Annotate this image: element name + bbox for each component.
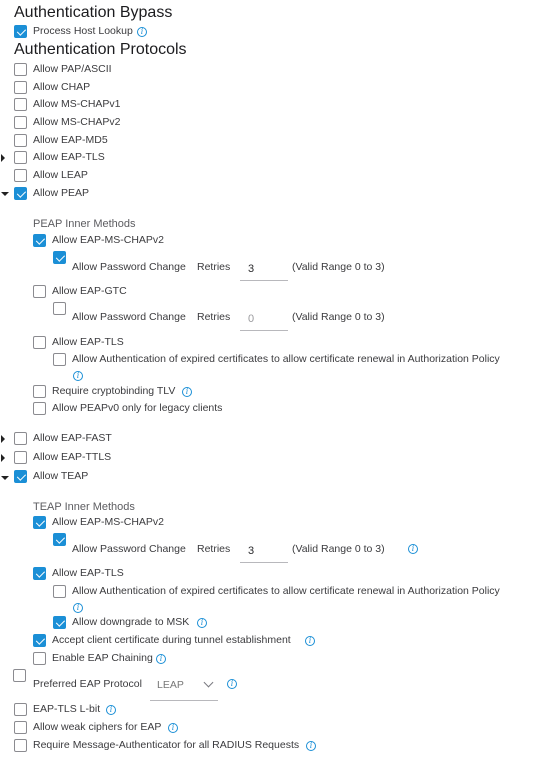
require-msg-auth-label: Require Message-Authenticator for all RADIUS Requests [33,739,300,751]
allow-pap-checkbox[interactable] [14,63,27,76]
peap-gtc-valid-range: (Valid Range 0 to 3) [292,311,385,323]
peap-peapv0-checkbox[interactable] [33,402,46,415]
process-host-lookup-checkbox[interactable] [14,25,27,38]
peap-gtc-retries-input[interactable] [240,307,288,331]
peap-cryptobinding-info-icon[interactable]: i [182,387,192,397]
allow-chap-label: Allow CHAP [33,81,91,93]
teap-downgrade-msk-info-icon[interactable]: i [197,618,207,628]
peap-mschapv2-retries-input[interactable] [240,257,288,281]
chevron-down-icon [204,678,214,688]
allow-eap-ttls-checkbox[interactable] [14,451,27,464]
eap-tls-lbit-info-icon[interactable]: i [106,705,116,715]
process-host-lookup-label: Process Host Lookup [33,25,133,37]
teap-expired-certs-checkbox[interactable] [53,585,66,598]
teap-retries-info-icon[interactable]: i [408,544,418,554]
allow-leap-checkbox[interactable] [14,169,27,182]
teap-downgrade-msk-label: Allow downgrade to MSK [72,616,190,628]
teap-expired-certs-info-icon[interactable]: i [73,603,83,613]
allow-pap-label: Allow PAP/ASCII [33,63,112,75]
peap-expired-certs-label: Allow Authentication of expired certificates to allow certificate renewal in Authorization Policy [72,353,500,365]
preferred-eap-select[interactable] [150,672,218,701]
allow-mschapv2-label: Allow MS-CHAPv2 [33,116,121,128]
teap-eap-chaining-label: Enable EAP Chaining [52,652,153,664]
peap-mschapv2-password-change-checkbox[interactable] [53,251,66,264]
teap-accept-client-cert-info-icon[interactable]: i [305,636,315,646]
peap-gtc-password-change-label: Allow Password Change [72,311,186,323]
teap-eap-chaining-info-icon[interactable]: i [156,654,166,664]
peap-cryptobinding-label: Require cryptobinding TLV [52,385,176,397]
peap-mschapv2-password-change-label: Allow Password Change [72,261,186,273]
allow-eap-tls-label: Allow EAP-TLS [33,151,105,163]
eap-tls-lbit-checkbox[interactable] [14,703,27,716]
teap-eap-tls-checkbox[interactable] [33,567,46,580]
allow-peap-checkbox[interactable] [14,187,27,200]
peap-mschapv2-checkbox[interactable] [33,234,46,247]
teap-mschapv2-retries-input[interactable] [240,539,288,563]
teap-inner-methods-heading: TEAP Inner Methods [33,501,135,513]
allow-eap-fast-label: Allow EAP-FAST [33,432,112,444]
eap-fast-expand-caret[interactable] [1,435,5,443]
allow-mschapv1-label: Allow MS-CHAPv1 [33,98,121,110]
teap-mschapv2-valid-range: (Valid Range 0 to 3) [292,543,385,555]
allow-eap-md5-label: Allow EAP-MD5 [33,134,108,146]
require-msg-auth-info-icon[interactable]: i [306,741,316,751]
allow-eap-md5-checkbox[interactable] [14,134,27,147]
peap-gtc-password-change-checkbox[interactable] [53,302,66,315]
auth-protocols-heading: Authentication Protocols [14,41,187,58]
teap-mschapv2-label: Allow EAP-MS-CHAPv2 [52,516,165,528]
allow-chap-checkbox[interactable] [14,81,27,94]
peap-inner-methods-heading: PEAP Inner Methods [33,218,136,230]
peap-mschapv2-label: Allow EAP-MS-CHAPv2 [52,234,165,246]
peap-peapv0-label: Allow PEAPv0 only for legacy clients [52,402,223,414]
allow-teap-label: Allow TEAP [33,470,89,482]
allow-leap-label: Allow LEAP [33,169,88,181]
weak-ciphers-info-icon[interactable]: i [168,723,178,733]
allow-mschapv2-checkbox[interactable] [14,116,27,129]
teap-mschapv2-checkbox[interactable] [33,516,46,529]
teap-mschapv2-retries-label: Retries [197,543,231,555]
allow-teap-checkbox[interactable] [14,470,27,483]
teap-downgrade-msk-checkbox[interactable] [53,616,66,629]
allow-eap-fast-checkbox[interactable] [14,432,27,445]
eap-ttls-expand-caret[interactable] [1,454,5,462]
eap-tls-lbit-label: EAP-TLS L-bit [33,703,101,715]
weak-ciphers-label: Allow weak ciphers for EAP [33,721,162,733]
peap-mschapv2-valid-range: (Valid Range 0 to 3) [292,261,385,273]
teap-expired-certs-label: Allow Authentication of expired certificates to allow certificate renewal in Authorization Policy [72,585,500,597]
peap-eap-tls-label: Allow EAP-TLS [52,336,124,348]
peap-eap-gtc-checkbox[interactable] [33,285,46,298]
allow-peap-label: Allow PEAP [33,187,90,199]
weak-ciphers-checkbox[interactable] [14,721,27,734]
teap-eap-tls-label: Allow EAP-TLS [52,567,124,579]
teap-collapse-caret[interactable] [1,476,9,480]
preferred-eap-info-icon[interactable]: i [227,679,237,689]
peap-mschapv2-retries-label: Retries [197,261,231,273]
auth-bypass-heading: Authentication Bypass [14,4,173,21]
preferred-eap-label: Preferred EAP Protocol [33,678,142,690]
allow-eap-tls-checkbox[interactable] [14,151,27,164]
teap-accept-client-cert-label: Accept client certificate during tunnel establishment [52,634,291,646]
preferred-eap-value: LEAP [157,679,184,691]
preferred-eap-checkbox[interactable] [13,669,26,682]
peap-collapse-caret[interactable] [1,192,9,196]
peap-cryptobinding-checkbox[interactable] [33,385,46,398]
peap-gtc-retries-label: Retries [197,311,231,323]
eap-tls-expand-caret[interactable] [1,154,5,162]
teap-eap-chaining-checkbox[interactable] [33,652,46,665]
peap-expired-certs-checkbox[interactable] [53,353,66,366]
allow-mschapv1-checkbox[interactable] [14,98,27,111]
require-msg-auth-checkbox[interactable] [14,739,27,752]
peap-eap-tls-checkbox[interactable] [33,336,46,349]
peap-expired-certs-info-icon[interactable]: i [73,371,83,381]
teap-mschapv2-password-change-checkbox[interactable] [53,533,66,546]
allow-eap-ttls-label: Allow EAP-TTLS [33,451,112,463]
process-host-lookup-info-icon[interactable]: i [137,27,147,37]
teap-mschapv2-password-change-label: Allow Password Change [72,543,186,555]
teap-accept-client-cert-checkbox[interactable] [33,634,46,647]
peap-eap-gtc-label: Allow EAP-GTC [52,285,127,297]
